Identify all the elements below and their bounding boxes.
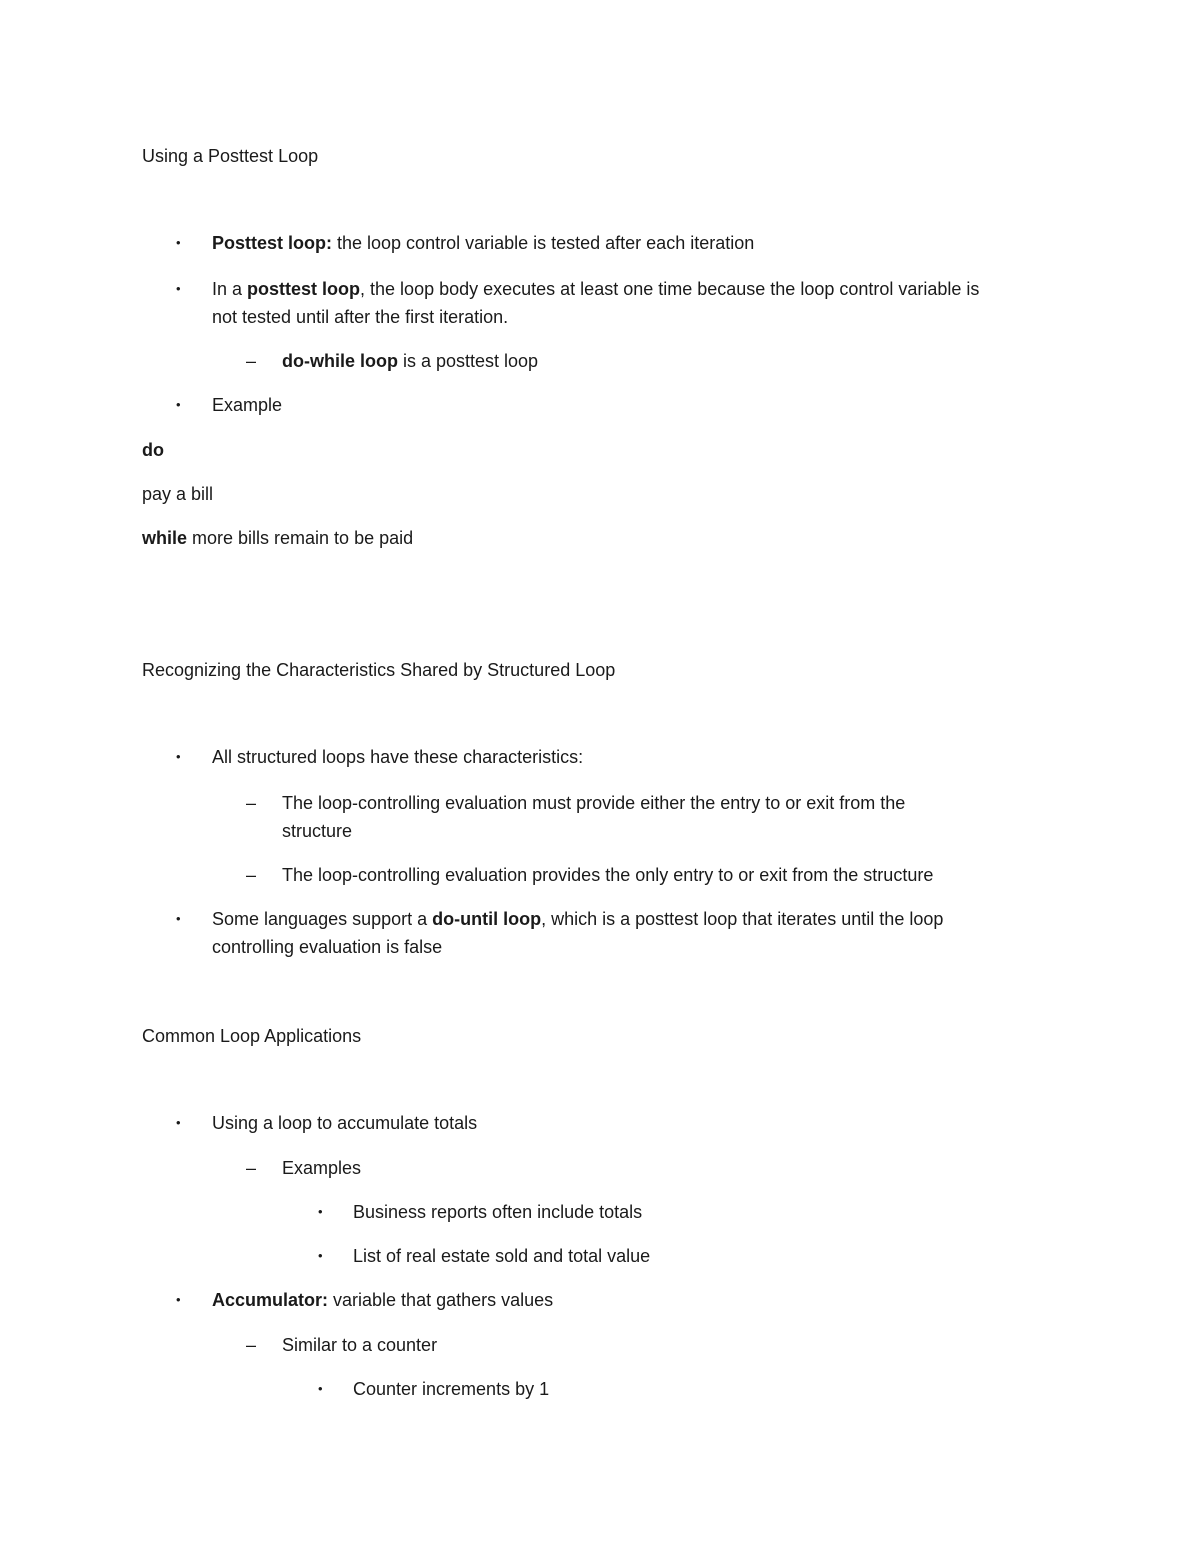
text-run: Some languages support a [212,909,433,929]
list-item-do-until [212,907,943,931]
bullet-marker: • [176,235,181,250]
sub-sub-item-real-estate: List of real estate sold and total value [353,1246,651,1266]
dash-marker: – [246,351,257,371]
code-line-do [142,438,164,462]
definition-text: the loop control variable is tested after each iteration [332,233,755,253]
text-run: In a [212,279,248,299]
bullet-marker: • [318,1248,323,1263]
text-run: more bills remain to be paid [187,528,414,548]
bullet-marker: • [176,1115,181,1130]
list-item-do-until-continued: controlling evaluation is false [212,937,443,957]
text-run: is a posttest loop [397,351,539,371]
sub-sub-item-business-reports: Business reports often include totals [353,1202,643,1222]
term-accumulator: Accumulator: [212,1290,329,1310]
keyword-do: do [142,440,164,460]
code-line-while [142,526,413,550]
text-run: , which is a posttest loop that iterates until the loop [541,909,944,929]
list-item-accumulator [212,1288,553,1312]
sub-item-entry-or-exit: The loop-controlling evaluation must provide either the entry to or exit from the [282,793,906,813]
bullet-marker: • [176,749,181,764]
dash-marker: – [246,1335,257,1355]
sub-item-examples: Examples [282,1158,362,1178]
term-posttest-loop-inline: posttest loop [247,279,361,299]
bullet-marker: • [318,1204,323,1219]
bullet-marker: • [176,397,181,412]
dash-marker: – [246,793,257,813]
bullet-marker: • [176,1292,181,1307]
bullet-marker: • [176,911,181,926]
list-item-posttest-body [212,277,979,301]
text-run: , the loop body executes at least one time because the loop control variable is [360,279,980,299]
sub-item-do-while [282,349,538,373]
term-do-while-loop: do-while loop [282,351,398,371]
term-do-until-loop: do-until loop [432,909,542,929]
bullet-marker: • [318,1381,323,1396]
dash-marker: – [246,865,257,885]
code-line-body: pay a bill [142,484,214,504]
list-item-characteristics: All structured loops have these characteristics: [212,747,584,767]
dash-marker: – [246,1158,257,1178]
keyword-while: while [142,528,188,548]
text-run: variable that gathers values [328,1290,554,1310]
sub-item-entry-or-exit-continued: structure [282,821,353,841]
list-item-accumulate-totals: Using a loop to accumulate totals [212,1113,478,1133]
list-item-example: Example [212,395,283,415]
list-item-posttest-definition [212,231,754,255]
bullet-marker: • [176,281,181,296]
sub-item-only-entry: The loop-controlling evaluation provides the only entry to or exit from the structure [282,865,934,885]
list-item-posttest-body-continued: not tested until after the first iteration. [212,307,509,327]
section-heading-structured-loop: Recognizing the Characteristics Shared by Structured Loop [142,660,616,680]
section-heading-posttest-loop: Using a Posttest Loop [142,146,319,166]
term-posttest-loop: Posttest loop: [212,233,332,253]
section-heading-common-applications: Common Loop Applications [142,1026,362,1046]
sub-item-similar-counter: Similar to a counter [282,1335,438,1355]
sub-sub-item-counter-increments: Counter increments by 1 [353,1379,550,1399]
